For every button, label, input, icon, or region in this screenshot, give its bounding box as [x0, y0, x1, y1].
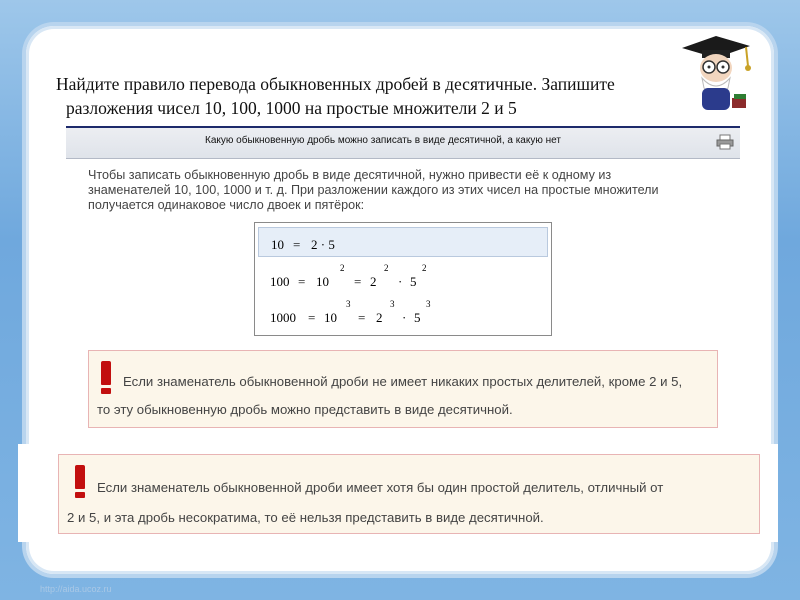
exclamation-icon [99, 361, 113, 394]
rule-note [58, 454, 760, 534]
rule-note-line: Если знаменатель обыкновенной дроби имеет хотя бы один простой делитель, отличный от [97, 480, 664, 495]
professor-mascot-icon [672, 32, 762, 114]
rule-note-line: Если знаменатель обыкновенной дроби не имеет никаких простых делителей, кроме 2 и 5, [123, 374, 683, 389]
lesson-header-strip [66, 126, 740, 159]
equation-row: 1000 = 10 3 = 2 3 · 5 3 [270, 299, 431, 325]
intro-line: Чтобы записать обыкновенную дробь в виде десятичной, нужно привести её к одному из [88, 168, 612, 182]
slide-title-line2: разложения чисел 10, 100, 1000 на простые множители 2 и 5 [66, 98, 517, 118]
slide-title [56, 72, 696, 120]
slide-title-line1: Найдите правило перевода обыкновенных дробей в десятичные. Запишите [56, 74, 615, 94]
rule-note-line: 2 и 5, и эта дробь несократима, то её нельзя представить в виде десятичной. [67, 510, 544, 525]
intro-text [88, 168, 728, 213]
footer-watermark: http://aida.ucoz.ru [40, 584, 112, 594]
rule-note-line: то эту обыкновенную дробь можно представить в виде десятичной. [97, 402, 513, 417]
printer-icon[interactable] [716, 134, 734, 150]
exclamation-icon [73, 465, 87, 498]
equation-row: 100 = 10 2 = 2 2 · 5 2 [270, 263, 427, 289]
lesson-header-title: Какую обыкновенную дробь можно записать в виде десятичной, а какую нет [205, 135, 561, 146]
intro-line: получается одинаковое число двоек и пятёрок: [88, 198, 365, 212]
equation-row: 10 = 2 · 5 [258, 227, 548, 257]
intro-line: знаменателей 10, 100, 1000 и т. д. При разложении каждого из этих чисел на простые множители [88, 183, 659, 197]
factorization-box [254, 222, 552, 336]
rule-note [88, 350, 718, 428]
